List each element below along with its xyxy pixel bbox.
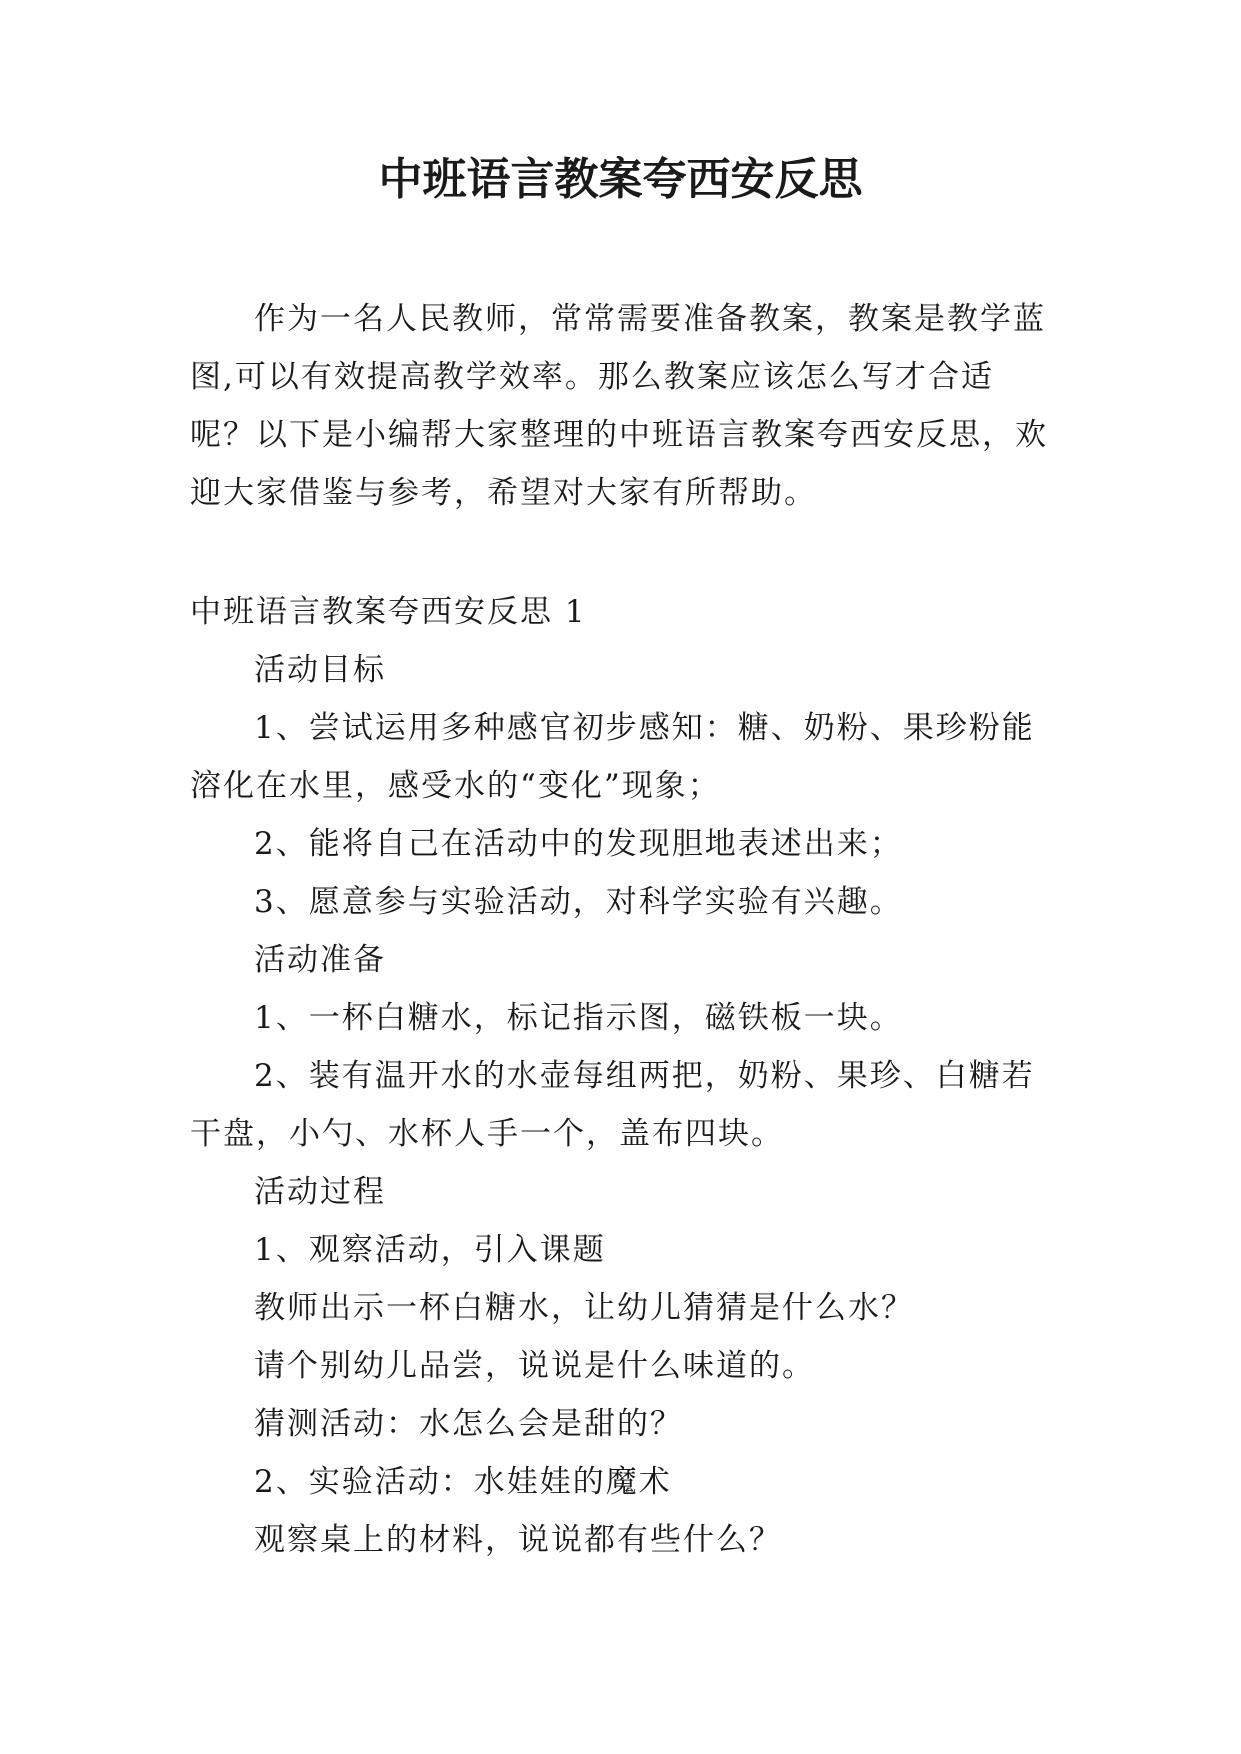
text-line: 活动目标 — [254, 652, 386, 688]
text-line: 请个别幼儿品尝，说说是什么味道的。 — [254, 1348, 815, 1384]
intro-paragraph: 作为一名人民教师，常常需要准备教案，教案是教学蓝图,可以有效提高教学效率。那么教案应该怎么写才合适呢？以下是小编帮大家整理的中班语言教案夸西安反思，欢迎大家借鉴与参考，希望对大家有所帮助。 — [190, 301, 1048, 511]
text-line: 2、装有温开水的水壶每组两把，奶粉、果珍、白糖若干盘，小勺、水杯人手一个，盖布四块。 — [190, 1058, 1035, 1152]
text-line: 1、观察活动，引入课题 — [254, 1232, 606, 1268]
section-body — [190, 583, 1050, 1569]
text-line: 教师出示一杯白糖水，让幼儿猜猜是什么水？ — [254, 1290, 914, 1326]
text-line: 2、能将自己在活动中的发现胆地表述出来； — [254, 826, 903, 862]
text-line: 猜测活动：水怎么会是甜的？ — [254, 1406, 683, 1442]
text-line: 活动准备 — [254, 942, 386, 978]
text-line: 2、实验活动：水娃娃的魔术 — [254, 1464, 672, 1500]
text-line: 1、尝试运用多种感官初步感知：糖、奶粉、果珍粉能溶化在水里，感受水的“变化”现象； — [190, 710, 1035, 804]
text-line: 3、愿意参与实验活动，对科学实验有兴趣。 — [254, 884, 903, 920]
text-line: 观察桌上的材料，说说都有些什么？ — [254, 1522, 782, 1558]
page-title: 中班语言教案夸西安反思 — [378, 154, 863, 205]
section-heading: 中班语言教案夸西安反思 1 — [190, 594, 587, 630]
text-line: 1、一杯白糖水，标记指示图，磁铁板一块。 — [254, 1000, 903, 1036]
text-line: 活动过程 — [254, 1174, 386, 1210]
